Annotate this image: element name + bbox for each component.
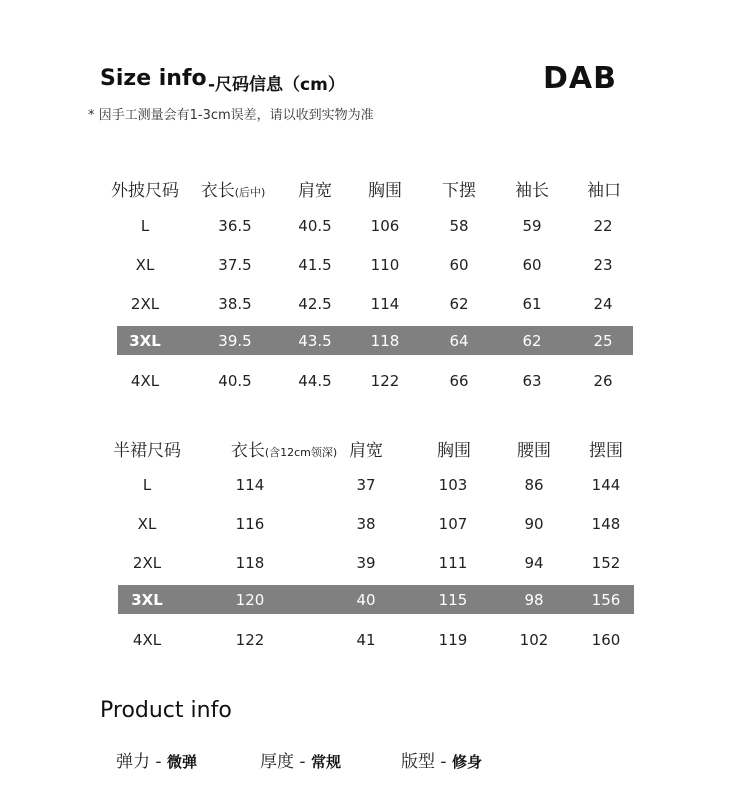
cell-waist: 102 [519,631,549,649]
table-row [0,366,750,395]
cell-sleeve: 63 [522,372,542,390]
header-length-label: 衣长 [230,441,265,461]
cell-shoulder: 40.5 [298,217,332,235]
cell-length: 37.5 [218,256,252,274]
cell-hem-width: 148 [591,515,621,533]
cell-hem: 64 [449,332,469,350]
header-hem-width: 摆围 [589,441,623,461]
cell-waist: 98 [524,591,544,609]
cell-length: 114 [235,476,265,494]
header-chest: 胸围 [437,441,471,461]
cell-chest: 106 [370,217,400,235]
cell-hem: 62 [449,295,469,313]
cell-waist: 94 [524,554,544,572]
cell-hem: 60 [449,256,469,274]
cell-cuff: 22 [593,217,613,235]
cell-hem-width: 156 [591,591,621,609]
header-length-note: (含12cm领深) [264,446,338,459]
cell-length: 120 [235,591,265,609]
cell-sleeve: 62 [522,332,542,350]
size-info-title: Size info [100,66,207,91]
cell-sleeve: 59 [522,217,542,235]
cell-size: XL [137,515,157,533]
cell-length: 122 [235,631,265,649]
cell-cuff: 26 [593,372,613,390]
attr-elasticity [116,747,197,772]
cell-hem: 66 [449,372,469,390]
table-row [0,470,750,499]
cell-size: 3XL [131,591,163,609]
cell-size: 2XL [132,554,162,572]
header-length-note: (后中) [234,186,266,199]
cell-shoulder: 43.5 [298,332,332,350]
header-cuff: 袖口 [587,181,621,201]
header-shoulder: 肩宽 [298,181,332,201]
cell-chest: 107 [438,515,468,533]
cell-size: 4XL [132,631,162,649]
cell-shoulder: 41.5 [298,256,332,274]
brand-logo: DAB [543,61,617,96]
jacket-table-header [0,176,750,206]
table-row-highlighted [118,585,634,614]
cell-chest: 122 [370,372,400,390]
cell-size: L [140,217,150,235]
header-size: 半裙尺码 [113,441,181,461]
attr-thickness [260,747,341,772]
cell-length: 38.5 [218,295,252,313]
header-length [201,176,266,201]
cell-shoulder: 44.5 [298,372,332,390]
cell-size: L [142,476,152,494]
measurement-note: * 因手工测量会有1-3cm误差，请以收到实物为准 [88,108,374,123]
cell-shoulder: 38 [356,515,376,533]
cell-chest: 114 [370,295,400,313]
cell-cuff: 25 [593,332,613,350]
cell-size: 3XL [129,332,161,350]
cell-waist: 90 [524,515,544,533]
cell-size: 4XL [130,372,160,390]
cell-hem-width: 152 [591,554,621,572]
cell-waist: 86 [524,476,544,494]
header-shoulder: 肩宽 [349,441,383,461]
cell-sleeve: 61 [522,295,542,313]
attr-label: 版型 - [401,752,452,772]
cell-sleeve: 60 [522,256,542,274]
attr-fit [401,747,482,772]
cell-hem-width: 160 [591,631,621,649]
attr-label: 厚度 - [260,752,311,772]
table-row [0,289,750,318]
cell-shoulder: 42.5 [298,295,332,313]
cell-cuff: 23 [593,256,613,274]
header-chest: 胸围 [368,181,402,201]
cell-length: 36.5 [218,217,252,235]
table-row-highlighted [117,326,633,355]
header-length [231,436,337,461]
attr-value: 常规 [310,753,341,771]
cell-length: 40.5 [218,372,252,390]
header-hem: 下摆 [442,181,476,201]
cell-size: 2XL [130,295,160,313]
cell-chest: 103 [438,476,468,494]
cell-chest: 111 [438,554,468,572]
cell-shoulder: 41 [356,631,376,649]
table-row [0,625,750,654]
skirt-table-header [0,436,750,466]
header-size: 外披尺码 [111,181,179,201]
cell-shoulder: 40 [356,591,376,609]
attr-label: 弹力 - [116,752,167,772]
header-length-label: 衣长 [200,181,235,201]
header-sleeve-length: 袖长 [515,181,549,201]
cell-chest: 110 [370,256,400,274]
product-info-title: Product info [100,698,232,723]
cell-length: 116 [235,515,265,533]
header-waist: 腰围 [517,441,551,461]
attr-value: 微弹 [166,753,197,771]
cell-shoulder: 39 [356,554,376,572]
table-row [0,548,750,577]
cell-hem-width: 144 [591,476,621,494]
table-row [0,250,750,279]
cell-chest: 119 [438,631,468,649]
attr-value: 修身 [451,753,482,771]
table-row [0,211,750,240]
cell-hem: 58 [449,217,469,235]
cell-length: 118 [235,554,265,572]
cell-cuff: 24 [593,295,613,313]
cell-size: XL [135,256,155,274]
cell-length: 39.5 [218,332,252,350]
cell-shoulder: 37 [356,476,376,494]
table-row [0,509,750,538]
size-info-subtitle: -尺码信息（cm） [208,75,345,95]
cell-chest: 118 [370,332,400,350]
cell-chest: 115 [438,591,468,609]
